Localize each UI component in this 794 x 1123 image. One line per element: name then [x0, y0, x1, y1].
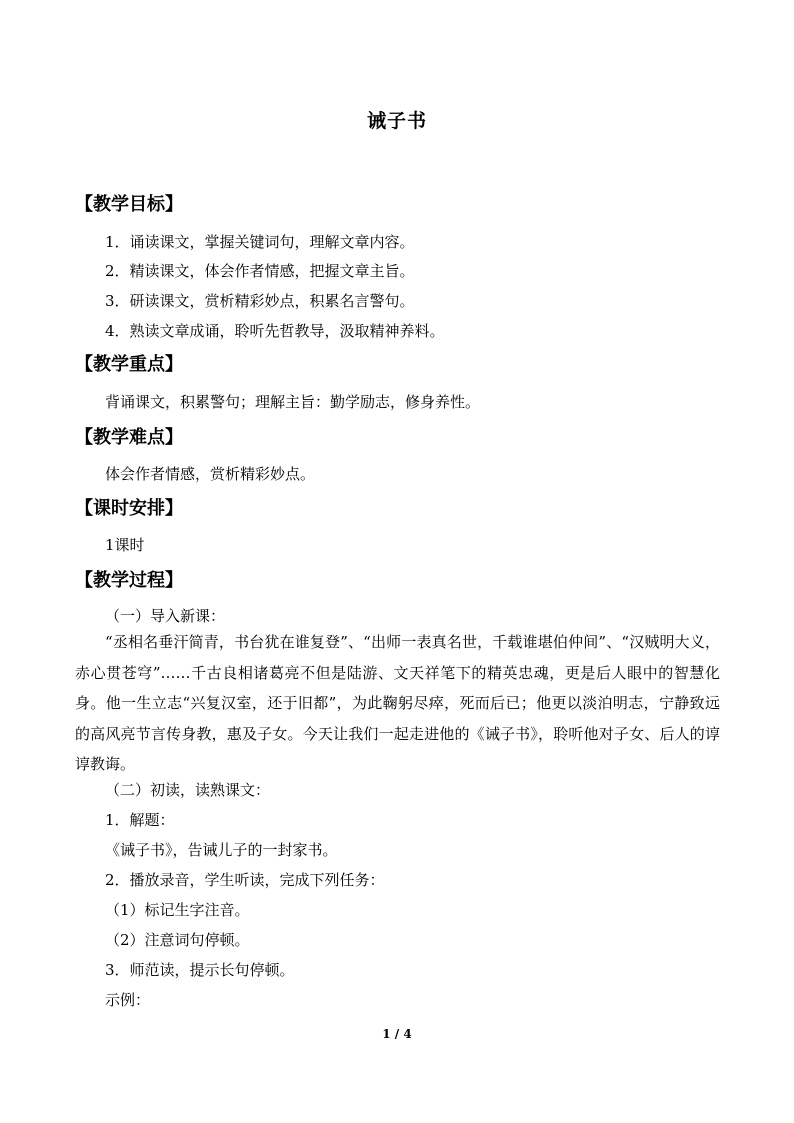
section-heading-key-points: 【教学重点】	[75, 354, 183, 375]
item3-title: 3．师范读，提示长句停顿。	[105, 961, 295, 979]
section-heading-goals: 【教学目标】	[75, 194, 183, 215]
item1-detail: 《诫子书》，告诫儿子的一封家书。	[105, 841, 338, 859]
document-title: 诫子书	[366, 110, 427, 132]
step2-heading: （二）初读，读熟课文：	[105, 781, 271, 799]
task2: （2）注意词句停顿。	[105, 931, 250, 949]
task1: （1）标记生字注音。	[105, 901, 250, 919]
key-points-text: 背诵课文，积累警句；理解主旨：勤学励志，修身养性。	[105, 393, 481, 411]
schedule-text: 1课时	[105, 536, 145, 554]
goal-item-1: 1．诵读课文，掌握关键词句，理解文章内容。	[105, 233, 415, 251]
goal-item-4: 4．熟读文章成诵，聆听先哲教导，汲取精神养料。	[105, 322, 445, 340]
item1-title: 1．解题：	[105, 811, 175, 829]
intro-paragraph: “丞相名垂汗简青，书台犹在谁复登”、“出师一表真名世，千载谁堪伯仲间”、“汉贼明大义，赤心贯苍穹”……千古良相诸葛亮不但是陆游、文天祥笔下的精英忠魂，更是后人眼中的智慧化身。他一生立志“兴复汉室，还于旧都”，为此鞠躬尽瘁，死而后已；他更以淡泊明志，宁静致远的高风亮节言传身教，惠及子女。今天让我们一起走进他的《诫子书》，聆听他对子女、后人的谆谆教诲。	[75, 633, 720, 773]
goal-item-2: 2．精读课文，体会作者情感，把握文章主旨。	[105, 262, 415, 280]
step1-heading: （一）导入新课：	[105, 607, 226, 625]
section-heading-schedule: 【课时安排】	[75, 498, 183, 519]
section-heading-process: 【教学过程】	[75, 570, 183, 591]
section-heading-difficulties: 【教学难点】	[75, 427, 183, 448]
example-label: 示例：	[105, 991, 151, 1009]
page-number: 1 / 4	[382, 1027, 412, 1041]
goal-item-3: 3．研读课文，赏析精彩妙点，积累名言警句。	[105, 292, 415, 310]
difficulties-text: 体会作者情感，赏析精彩妙点。	[105, 465, 316, 483]
item2-title: 2．播放录音，学生听读，完成下列任务：	[105, 871, 385, 889]
